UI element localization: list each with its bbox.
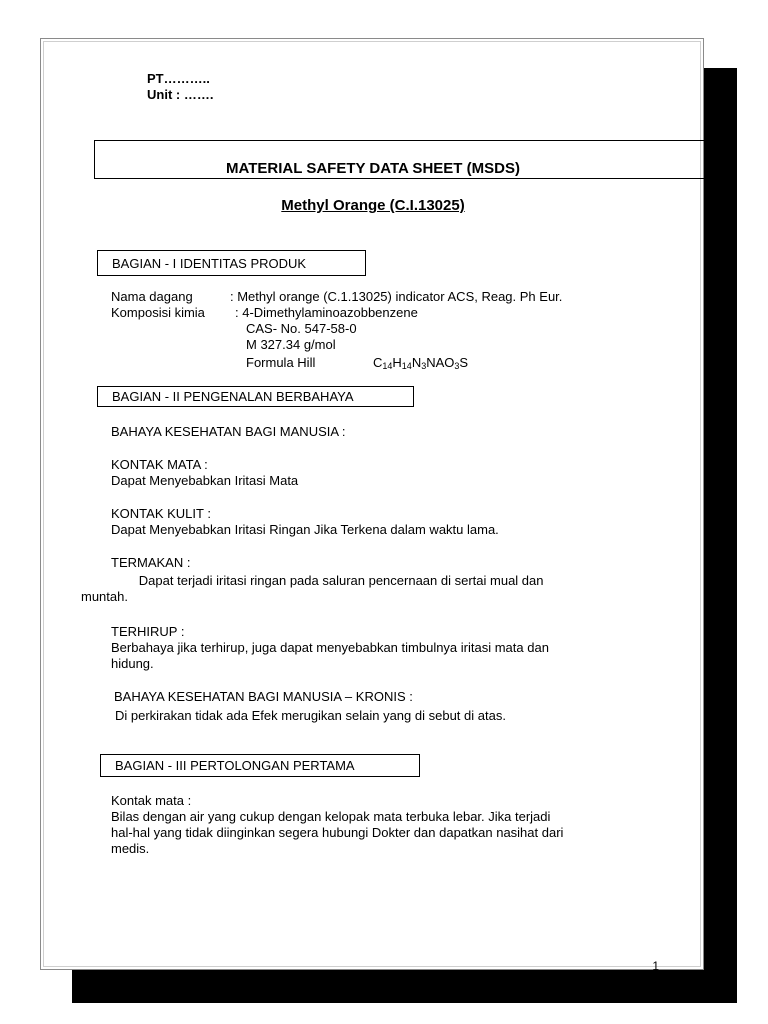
section-1-heading [97, 250, 366, 276]
composition-label: Komposisi kimia [111, 305, 205, 320]
trade-name-label: Nama dagang [111, 289, 193, 304]
ingestion-heading: TERMAKAN : [111, 555, 191, 570]
company-name: PT……….. [147, 71, 210, 86]
first-aid-eye-heading: Kontak mata : [111, 793, 192, 808]
inhalation-heading: TERHIRUP : [111, 624, 185, 639]
section-2-heading-text: BAGIAN - II PENGENALAN BERBAHAYA [112, 389, 354, 404]
trade-name-value: : Methyl orange (C.1.13025) indicator ACS, Reag. Ph Eur. [230, 289, 563, 304]
first-aid-eye-text: Bilas dengan air yang cukup dengan kelopak mata terbuka lebar. Jika terjadi hal-hal yang tidak diinginkan segera hubungi Dokter dan dapatkan nasihat dari medis. [111, 809, 564, 856]
section-1-heading-text: BAGIAN - I IDENTITAS PRODUK [112, 255, 307, 271]
chronic-hazard-text: Di perkirakan tidak ada Efek merugikan selain yang di sebut di atas. [115, 708, 506, 723]
ingestion-text: Dapat terjadi iritasi ringan pada saluran pencernaan di sertai mual dan muntah. [81, 573, 544, 604]
skin-contact-text: Dapat Menyebabkan Iritasi Ringan Jika Terkena dalam waktu lama. [111, 522, 499, 537]
document-page [40, 38, 704, 973]
eye-contact-text: Dapat Menyebabkan Iritasi Mata [111, 473, 299, 488]
chronic-hazard-heading: BAHAYA KESEHATAN BAGI MANUSIA – KRONIS : [114, 689, 413, 704]
formula-hill: $C_{14}H_{14}N_3NAO_3S$ [373, 355, 469, 371]
eye-contact-heading: KONTAK MATA : [111, 457, 208, 472]
molar-mass: M 327.34 g/mol [246, 337, 336, 352]
document-subtitle: Methyl Orange (C.I.13025) [281, 197, 465, 214]
company-header [147, 71, 213, 103]
section-3-heading [100, 754, 420, 777]
inhalation-text: Berbahaya jika terhirup, juga dapat menyebabkan timbulnya iritasi mata dan hidung. [111, 640, 549, 671]
page-number: 1 [652, 959, 659, 973]
health-hazard-heading: BAHAYA KESEHATAN BAGI MANUSIA : [111, 424, 346, 439]
section-3-heading-text: BAGIAN - III PERTOLONGAN PERTAMA [115, 758, 355, 773]
formula-label: Formula Hill [246, 355, 316, 370]
document-title: MATERIAL SAFETY DATA SHEET (MSDS) [226, 160, 520, 177]
composition-value: : 4-Dimethylaminoazobbenzene [235, 305, 418, 320]
cas-number: CAS- No. 547-58-0 [246, 321, 357, 336]
unit-name: Unit : ……. [147, 87, 214, 102]
section-2-heading [97, 386, 414, 407]
skin-contact-heading: KONTAK KULIT : [111, 506, 211, 521]
